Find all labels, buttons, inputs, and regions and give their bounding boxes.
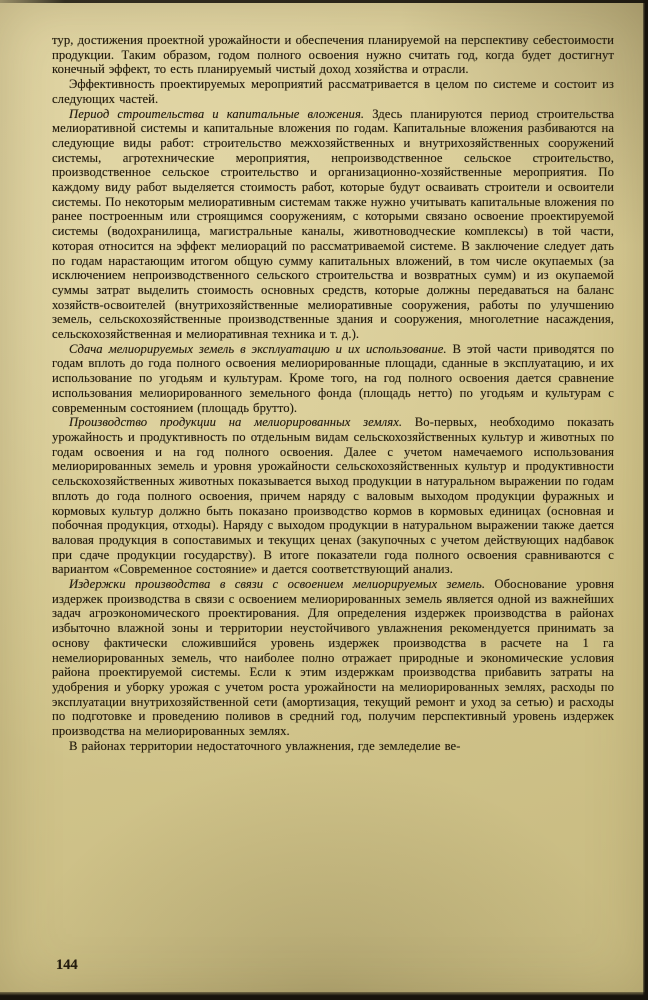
paragraph-text: В этой части приводятся по годам вплоть до года полного освоения мелиорированные площади, сданные в эксплуатацию, и их использование по угодьям и культурам. Кроме того, на год полного освоения дается сравнение использования мелиорированного земельного фонда (площадь нетто) по угодьям и культурам с современным состоянием (площадь брутто). bbox=[52, 341, 615, 415]
page-number: 144 bbox=[56, 957, 78, 973]
paragraph-text: Обоснование уровня издержек производства в связи с освоением мелиорированных земель является одной из важнейших задач агроэкономического проектирования. Для определения издержек производства в районах избыточно влажной зоны и территории неустойчивого увлажнения рекомендуется принимать за основу фактически сложившийся уровень издержек производства в расчете на 1 га немелиорированных земель, что наиболее полно отражает природные и экономические условия района проектируемой системы. Если к этим издержкам производства прибавить затраты на удобрения и уборку урожая с учетом роста урожайности на мелиорированных землях, расходы по эксплуатации внутрихозяйственной сети (амортизация, текущий ремонт и уход за сетью) и расходы по подготовке и проведению поливов в средний год, получим перспективный уровень издержек производства на мелиорированных землях. bbox=[52, 577, 614, 739]
paragraph-lead: Сдача мелиорируемых земель в эксплуатацию и их использование. bbox=[69, 341, 453, 356]
paragraph bbox=[52, 107, 614, 342]
paragraph-lead: Производство продукции на мелиорированных землях. bbox=[69, 415, 415, 430]
paragraph-text: Эффективность проектируемых мероприятий рассматривается в целом по системе и состоит из следующих частей. bbox=[52, 77, 614, 106]
paragraph bbox=[52, 415, 614, 577]
scan-edge-bottom bbox=[0, 992, 648, 1000]
scan-edge-top bbox=[0, 0, 648, 3]
paragraph-text: тур, достижения проектной урожайности и обеспечения планируемой на перспективу себестоимости продукции. Таким образом, годом полного освоения нужно считать год, когда будет достигнут конечный эффект, то есть планируемый чистый доход хозяйства и отрасли. bbox=[52, 33, 614, 77]
paragraph bbox=[52, 77, 614, 106]
page-text bbox=[52, 33, 614, 753]
paragraph-text: Здесь планируются период строительства мелиоративной системы и капитальные вложения по годам. Капитальные вложения разбиваются на следующие виды работ: строительство межхозяйственных и внутрихозяйственных сооружений системы, агротехнические мероприятия, непроизводственное сельское строительство, производственное сельское строительство и организационно-хозяйственные мероприятия. По каждому виду работ выделяется стоимость работ, которые будут осваивать строители и освоители системы. По некоторым мелиоративным системам также нужно учитывать капитальные вложения по ранее построенным или строящимся сооружениям, с которыми связано освоение проектируемой системы (водохранилища, магистральные каналы, животноводческие комплексы) в той части, которая относится на эффект мелиораций по рассматриваемой системе. В заключение следует дать по годам нарастающим итогом общую сумму капитальных вложений, в том числе окупаемых (за исключением непроизводственного сельского строительства и возвратных сумм) и из окупаемой суммы затрат выделить стоимость основных средств, которые должны передаваться на баланс хозяйств-освоителей (внутрихозяйственные мелиоративные сооружения, работы по улучшению земель, сельскохозяйственные производственные здания и сооружения, многолетние насаждения, сельскохозяйственная и мелиоративная техника и т. д.). bbox=[52, 106, 615, 342]
paragraph bbox=[52, 577, 614, 739]
paragraph-lead: Период строительства и капитальные вложения. bbox=[69, 106, 373, 121]
paragraph bbox=[52, 342, 614, 416]
paragraph-text: Во-первых, необходимо показать урожайность и продуктивность по отдельным видам сельскохозяйственных культур и животных по годам освоения и на год полного освоения. Далее с учетом намечаемого использования мелиорированных земель и уровня урожайности сельскохозяйственных культур и продуктивности сельскохозяйственных животных показывается выход продукции в натуральном выражении по годам вплоть до года полного освоения, причем наряду с валовым выходом продукции фуражных и кормовых культур должно быть показано производство кормов в кормовых единицах (основная и побочная продукция, отходы). Наряду с выходом продукции в натуральном выражении также дается валовая продукция в сопоставимых и текущих ценах (закупочных с учетом действующих надбавок при сдаче продукции государству). В итоге показатели года полного освоения сравниваются с вариантом «Современное состояние» и дается соответствующий анализ. bbox=[52, 415, 614, 577]
paragraph-lead: Издержки производства в связи с освоением мелиорируемых земель. bbox=[69, 577, 495, 592]
paragraph-text: В районах территории недостаточного увлажнения, где земледелие ве- bbox=[69, 738, 461, 753]
paragraph bbox=[52, 33, 614, 77]
paragraph bbox=[52, 739, 614, 754]
scan-edge-right bbox=[643, 0, 648, 1000]
